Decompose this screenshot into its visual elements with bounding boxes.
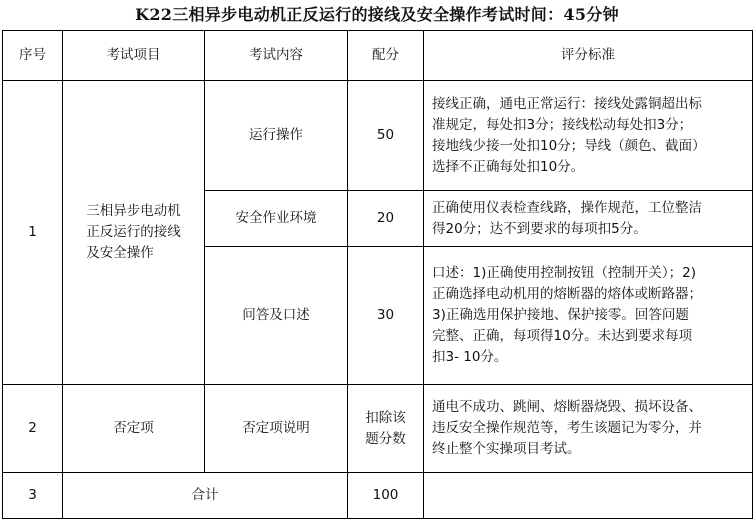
row-score: 50 bbox=[348, 81, 424, 191]
row-criteria: 通电不成功、跳闸、熔断器烧毁、损坏设备、 违反安全操作规范等，考生该题记为零分，并 终止整个实操项目考试。 bbox=[424, 385, 753, 473]
row-content: 安全作业环境 bbox=[205, 191, 348, 247]
row-project bbox=[63, 81, 205, 385]
row-criteria: 正确使用仪表检查线路，操作规范，工位整洁 得20分；达不到要求的每项扣5分。 bbox=[424, 191, 753, 247]
row-content: 运行操作 bbox=[205, 81, 348, 191]
table-row-total bbox=[3, 473, 753, 519]
row-score: 30 bbox=[348, 247, 424, 385]
row-content: 问答及口述 bbox=[205, 247, 348, 385]
header-score: 配分 bbox=[348, 31, 424, 81]
row-score: 扣除该 题分数 bbox=[348, 385, 424, 473]
row-index: 1 bbox=[3, 81, 63, 385]
row-score: 20 bbox=[348, 191, 424, 247]
header-index: 序号 bbox=[3, 31, 63, 81]
header-criteria: 评分标准 bbox=[424, 31, 753, 81]
total-label: 合计 bbox=[63, 473, 348, 519]
document-title: K22三相异步电动机正反运行的接线及安全操作考试时间：45分钟 bbox=[135, 5, 619, 24]
row-project-text: 三相异步电动机 正反运行的接线 及安全操作 bbox=[86, 203, 181, 261]
row-project: 否定项 bbox=[63, 385, 205, 473]
row-criteria: 接线正确，通电正常运行：接线处露铜超出标 准规定，每处扣3分；接线松动每处扣3分； 接地线少接一处扣10分；导线（颜色、截面） 选择不正确每处扣10分。 bbox=[424, 81, 753, 191]
total-score: 100 bbox=[348, 473, 424, 519]
row-criteria bbox=[424, 473, 753, 519]
row-criteria: 口述：1)正确使用控制按钮（控制开关）；2) 正确选择电动机用的熔断器的熔体或断路器； 3)正确选用保护接地、保护接零。回答问题 完整、正确，每项得10分。未达到要求每项 扣3- 10分。 bbox=[424, 247, 753, 385]
row-index: 2 bbox=[3, 385, 63, 473]
header-project: 考试项目 bbox=[63, 31, 205, 81]
row-content: 否定项说明 bbox=[205, 385, 348, 473]
header-row bbox=[3, 31, 753, 81]
table-row bbox=[3, 385, 753, 473]
header-content: 考试内容 bbox=[205, 31, 348, 81]
scoring-table bbox=[2, 30, 753, 519]
table-row bbox=[3, 81, 753, 191]
row-index: 3 bbox=[3, 473, 63, 519]
